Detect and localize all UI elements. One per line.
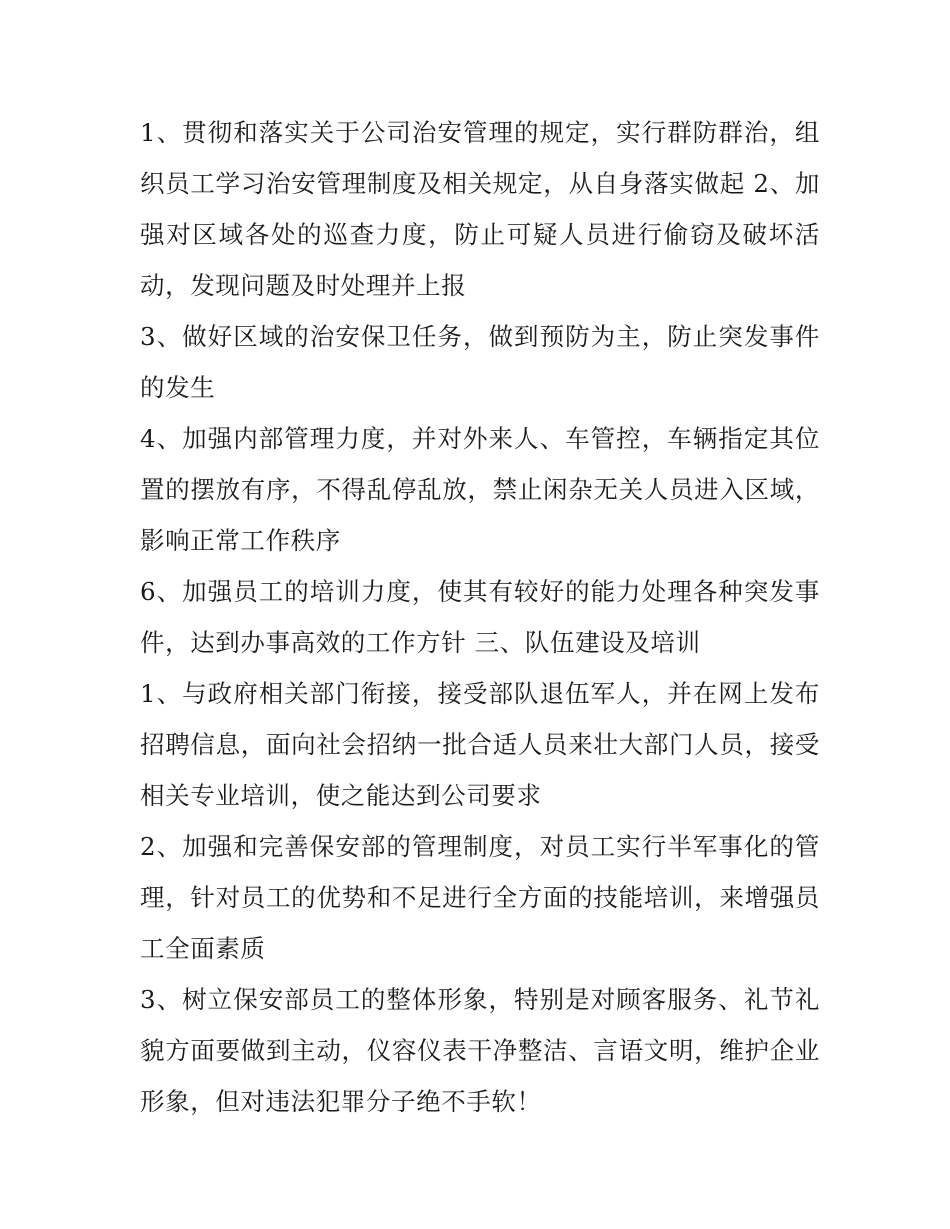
paragraph-1: 1、贯彻和落实关于公司治安管理的规定，实行群防群治，组织员工学习治安管理制度及相关规定，从自身落实做起 2、加强对区域各处的巡查力度，防止可疑人员进行偷窃及破坏活动，发现问题及时处理并上报 bbox=[140, 118, 820, 300]
paragraph-7: 3、树立保安部员工的整体形象，特别是对顾客服务、礼节礼貌方面要做到主动，仪容仪表干净整洁、言语文明，维护企业形象，但对违法犯罪分子绝不手软！ bbox=[140, 985, 820, 1116]
paragraph-5: 1、与政府相关部门衔接，接受部队退伍军人，并在网上发布招聘信息，面向社会招纳一批合适人员来壮大部门人员，接受相关专业培训，使之能达到公司要求 bbox=[140, 679, 820, 810]
paragraph-4: 6、加强员工的培训力度，使其有较好的能力处理各种突发事件，达到办事高效的工作方针 三、队伍建设及培训 bbox=[140, 577, 820, 657]
paragraph-6: 2、加强和完善保安部的管理制度，对员工实行半军事化的管理，针对员工的优势和不足进行全方面的技能培训，来增强员工全面素质 bbox=[140, 832, 820, 963]
paragraph-3: 4、加强内部管理力度，并对外来人、车管控，车辆指定其位置的摆放有序，不得乱停乱放，禁止闲杂无关人员进入区域，影响正常工作秩序 bbox=[140, 424, 820, 555]
document-body bbox=[140, 107, 820, 1127]
paragraph-2: 3、做好区域的治安保卫任务，做到预防为主，防止突发事件的发生 bbox=[140, 322, 820, 402]
